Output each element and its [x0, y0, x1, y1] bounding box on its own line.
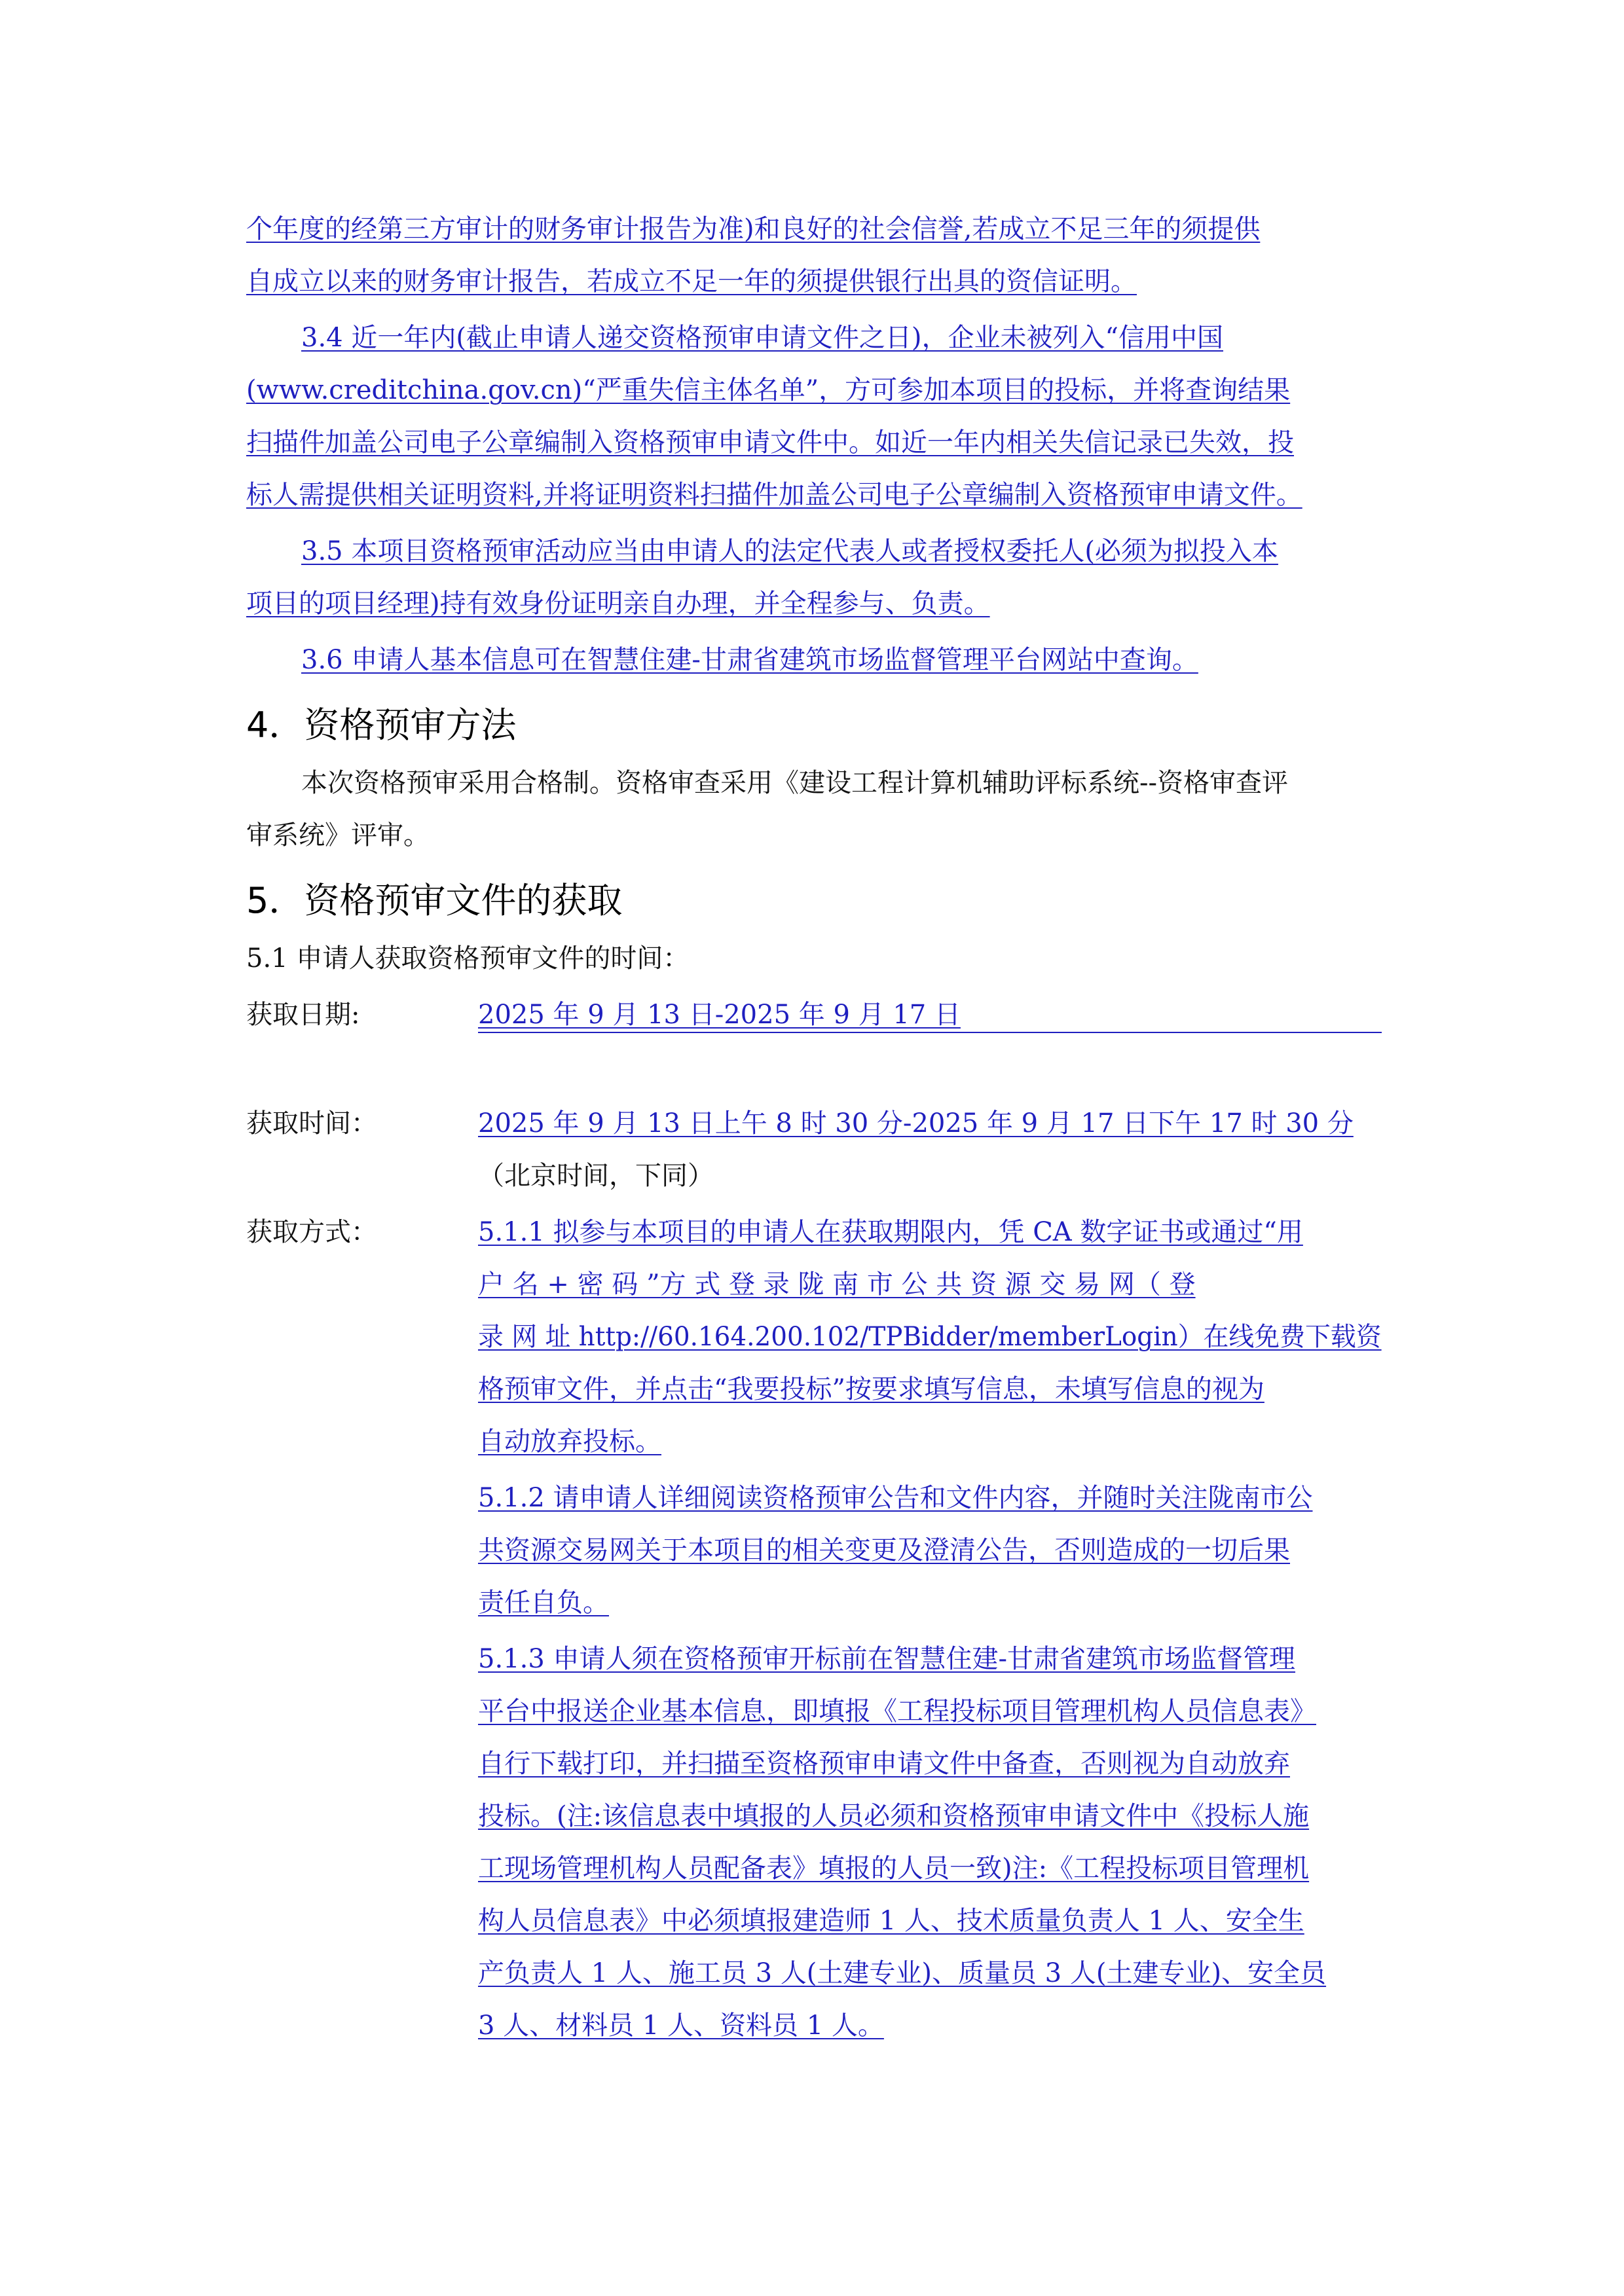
qualification-text-line: 个年度的经第三方审计的财务审计报告为准)和良好的社会信誉,若成立不足三年的须提供 [246, 214, 1261, 244]
section-4-paragraph-line: 审系统》评审。 [246, 820, 430, 850]
time-note: （北京时间，下同） [478, 1161, 714, 1191]
method-5-1-2-line: 共资源交易网关于本项目的相关变更及澄清公告，否则造成的一切后果 [478, 1535, 1290, 1565]
section-5-1-subheading: 5.1 申请人获取资格预审文件的时间： [246, 943, 690, 974]
item-3-6-line: 3.6 申请人基本信息可在智慧住建-甘肃省建筑市场监督管理平台网站中查询。 [301, 645, 1198, 675]
method-5-1-3-line: 5.1.3 申请人须在资格预审开标前在智慧住建-甘肃省建筑市场监督管理 [478, 1644, 1296, 1674]
date-underline [478, 1032, 1382, 1033]
method-5-1-3-line: 自行下载打印，并扫描至资格预审申请文件中备查，否则视为自动放弃 [478, 1749, 1290, 1779]
method-5-1-1-line: 自动放弃投标。 [478, 1427, 661, 1457]
time-value: 2025 年 9 月 13 日上午 8 时 30 分-2025 年 9 月 17 日下午 17 时 30 分 [478, 1108, 1354, 1139]
item-3-5-line: 项目的项目经理)持有效身份证明亲自办理，并全程参与、负责。 [246, 589, 990, 619]
date-value: 2025 年 9 月 13 日-2025 年 9 月 17 日 [478, 1000, 961, 1030]
qualification-text-line: 自成立以来的财务审计报告，若成立不足一年的须提供银行出具的资信证明。 [246, 266, 1137, 297]
item-3-5-line: 3.5 本项目资格预审活动应当由申请人的法定代表人或者授权委托人(必须为拟投入本 [301, 536, 1278, 566]
method-5-1-3-line: 投标。(注:该信息表中填报的人员必须和资格预审申请文件中《投标人施 [478, 1801, 1310, 1831]
method-5-1-3-line: 平台中报送企业基本信息，即填报《工程投标项目管理机构人员信息表》 [478, 1696, 1316, 1726]
item-3-4-line: 扫描件加盖公司电子公章编制入资格预审申请文件中。如近一年内相关失信记录已失效，投 [246, 428, 1294, 458]
method-5-1-2-line: 5.1.2 请申请人详细阅读资格预审公告和文件内容，并随时关注陇南市公 [478, 1483, 1313, 1513]
method-5-1-3-line: 工现场管理机构人员配备表》填报的人员一致)注:《工程投标项目管理机 [478, 1853, 1310, 1884]
section-4-paragraph-line: 本次资格预审采用合格制。资格审查采用《建设工程计算机辅助评标系统--资格审查评 [301, 768, 1289, 798]
method-5-1-3-line: 3 人、材料员 1 人、资料员 1 人。 [478, 2011, 884, 2041]
date-label: 获取日期: [246, 1000, 360, 1030]
method-5-1-3-line: 构人员信息表》中必须填报建造师 1 人、技术质量负责人 1 人、安全生 [478, 1906, 1304, 1936]
time-label: 获取时间： [246, 1108, 377, 1139]
section-5-heading: 5．资格预审文件的获取 [246, 880, 623, 921]
method-5-1-3-line: 产负责人 1 人、施工员 3 人(土建专业)、质量员 3 人(土建专业)、安全员 [478, 1958, 1327, 1988]
method-5-1-2-line: 责任自负。 [478, 1588, 609, 1618]
method-5-1-1-line: 录 网 址 http://60.164.200.102/TPBidder/memberLogin）在线免费下载资 [478, 1322, 1382, 1352]
method-label: 获取方式： [246, 1217, 377, 1247]
section-4-heading: 4．资格预审方法 [246, 704, 517, 746]
item-3-4-line: (www.creditchina.gov.cn)“严重失信主体名单”，方可参加本项目的投标，并将查询结果 [246, 375, 1291, 405]
method-5-1-1-line: 户 名 + 密 码 ”方 式 登 录 陇 南 市 公 共 资 源 交 易 网（ 登 [478, 1269, 1196, 1300]
method-5-1-1-line: 5.1.1 拟参与本项目的申请人在获取期限内，凭 CA 数字证书或通过“用 [478, 1217, 1303, 1247]
item-3-4-line: 标人需提供相关证明资料,并将证明资料扫描件加盖公司电子公章编制入资格预审申请文件。 [246, 480, 1302, 510]
method-5-1-1-line: 格预审文件，并点击“我要投标”按要求填写信息，未填写信息的视为 [478, 1374, 1264, 1404]
item-3-4-line: 3.4 近一年内(截止申请人递交资格预审申请文件之日)，企业未被列入“信用中国 [301, 323, 1223, 353]
